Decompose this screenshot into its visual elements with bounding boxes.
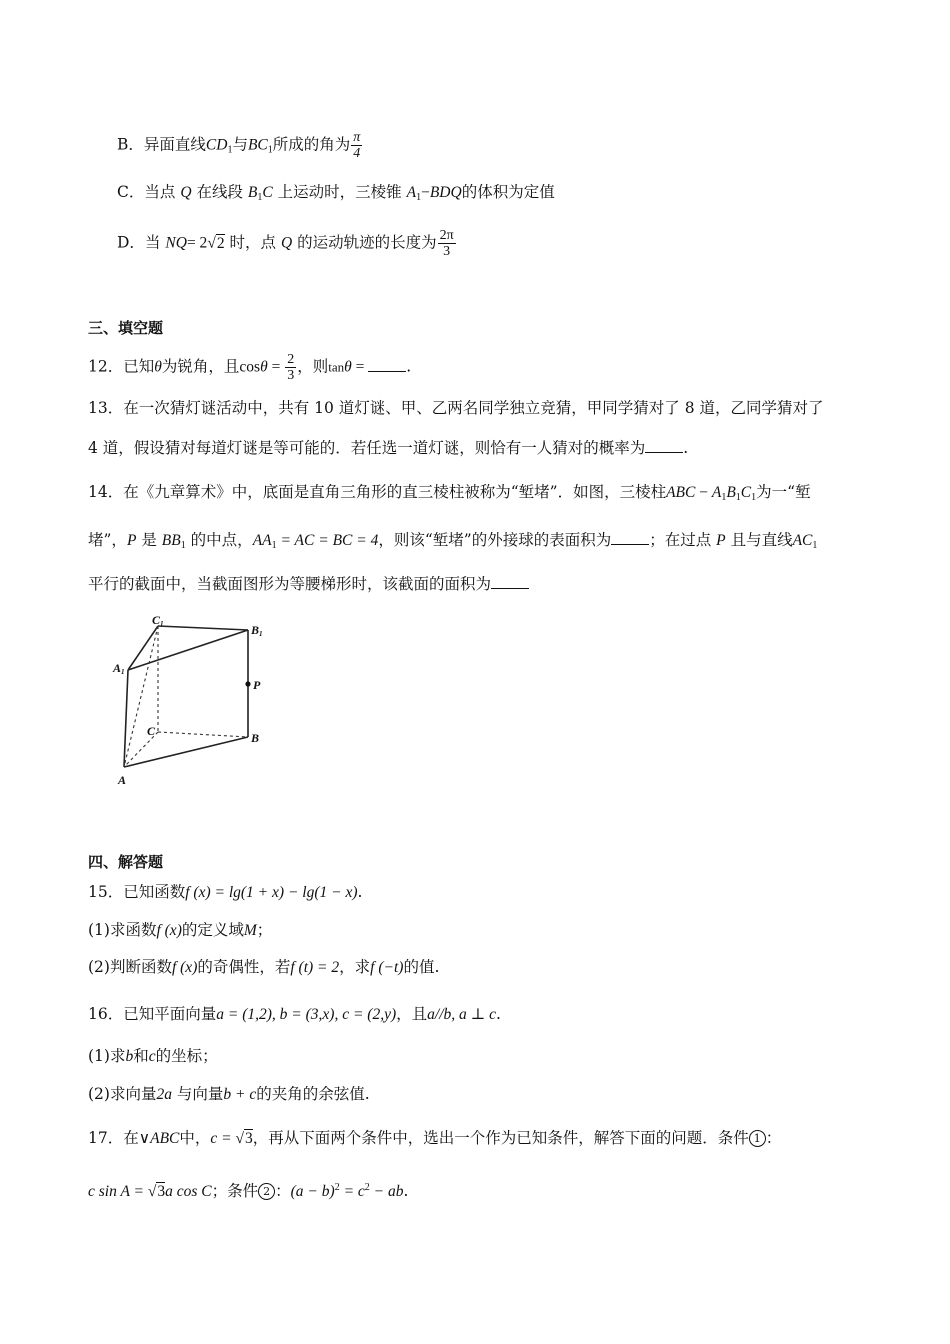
question-15-part-2: (2)判断函数f (x)的奇偶性，若f (t) = 2，求f (−t)的值. xyxy=(88,958,440,976)
question-16: 16．已知平面向量a = (1,2), b = (3,x), c = (2,y)，且a//b, a ⊥ c. xyxy=(88,1005,501,1023)
answer-blank[interactable] xyxy=(645,438,683,453)
label-b1: B1 xyxy=(251,623,263,638)
edge-c-b xyxy=(158,732,248,737)
edge-a1-b1 xyxy=(128,630,248,670)
answer-blank[interactable] xyxy=(368,357,406,372)
question-14-line-1: 14．在《九章算术》中，底面是直角三角形的直三棱柱被称为“堑堵”．如图，三棱柱ABC − $A_1B_1C_1$为一“堑 xyxy=(88,483,811,503)
fraction: $\frac{2}{3}$ xyxy=(287,352,295,383)
question-14-line-3: 平行的截面中，当截面图形为等腰梯形时，该截面的面积为 xyxy=(88,572,529,596)
label-c: C xyxy=(147,724,156,738)
fraction: $\frac{\pi}{4}$ xyxy=(353,130,361,161)
circled-number: 1 xyxy=(749,1130,766,1147)
question-13-line-1: 13．在一次猜灯谜活动中，共有 10 道灯谜、甲、乙两名同学独立竞猜，甲同学猜对了 8 道，乙同学猜对了 xyxy=(88,399,824,417)
question-16-part-2: (2)求向量2a 与向量b + c的夹角的余弦值. xyxy=(88,1085,370,1103)
question-15-part-1: (1)求函数f (x)的定义域M； xyxy=(88,921,273,939)
fraction: $\frac{2\pi}{3}$ xyxy=(439,228,454,259)
label-c1: C1 xyxy=(152,613,164,628)
question-12: 12．已知θ为锐角，且cosθ = $\frac{2}{3}$ ，则tanθ = . xyxy=(88,352,412,383)
edge-c1-b1 xyxy=(158,626,248,630)
answer-blank[interactable] xyxy=(491,574,529,589)
question-13-line-2: 4 道，假设猜对每道灯谜是等可能的．若任选一道灯谜，则恰有一人猜对的概率为 . xyxy=(88,439,689,457)
edge-a-b xyxy=(124,737,248,767)
section-title: 四、解答题 xyxy=(88,853,164,871)
question-16-part-1: (1)求b和c的坐标； xyxy=(88,1047,218,1065)
prism-figure xyxy=(110,612,280,790)
diagonal-c1-a xyxy=(124,626,158,767)
option-b: B．异面直线$CD_1$与$BC_1$所成的角为 $\frac{\pi}{4}$ xyxy=(117,130,361,161)
question-17-line-2: c sin A = √3a cos C；条件 2 ：$(a - b)^2 = c^2$ − ab. xyxy=(88,1182,409,1200)
section-title: 三、填空题 xyxy=(88,319,164,337)
point-p xyxy=(245,681,250,686)
label-p: P xyxy=(253,678,261,692)
circled-number: 2 xyxy=(258,1183,275,1200)
label-b: B xyxy=(251,731,260,745)
edge-a1-c1 xyxy=(128,626,158,670)
answer-blank[interactable] xyxy=(611,530,649,545)
option-c: C．当点 Q 在线段 $B_1C$ 上运动时，三棱锥 $A_1-BDQ$的体积为定值 xyxy=(117,183,555,203)
label-a: A xyxy=(118,773,127,787)
question-17-line-1: 17．在∨ABC中，c = √3，再从下面两个条件中，选出一个作为已知条件，解答下面的问题．条件 1 ： xyxy=(88,1129,782,1147)
edge-a1-a xyxy=(124,670,128,767)
label-a1: A1 xyxy=(113,661,125,676)
question-15: 15．已知函数f (x) = lg(1 + x) − lg(1 − x). xyxy=(88,883,363,901)
question-14-line-2: 堵”，P 是 $BB_1$ 的中点，$AA_1$ = AC = BC = 4，则该“堑堵”的外接球的表面积为 ；在过点 P 且与直线$AC_1$ xyxy=(88,531,818,551)
option-d: D．当 NQ= 2√2 时，点 Q 的运动轨迹的长度为 $\frac{2\pi}{3}$ xyxy=(117,228,454,259)
